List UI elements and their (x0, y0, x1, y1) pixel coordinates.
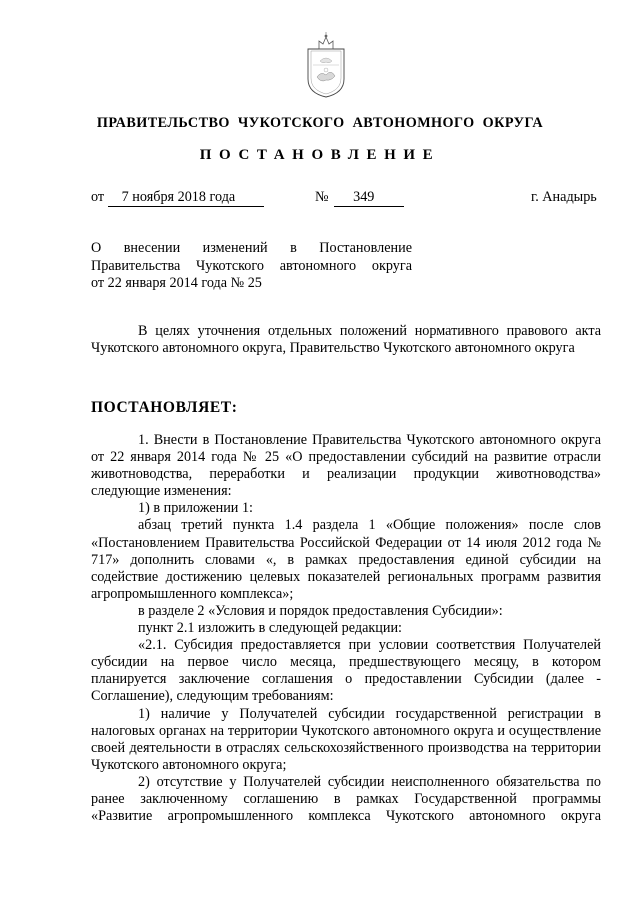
document-subject (91, 240, 412, 293)
body-paragraph: 2) отсутствие у Получателей субсидии неисполненного обязательства по ранее заключенному соглашению в рамках Государственной программы (91, 773, 601, 807)
body-paragraph: пункт 2.1 изложить в следующей редакции: (138, 620, 402, 637)
date-prefix: от (91, 189, 105, 205)
body-paragraph: абзац третий пункта 1.4 раздела 1 «Общие положения» после слов «Постановлением Правительства Российской Федерации от 14 июля 2012 года № 717» дополнить словами «, в рамках предоставления единой субсидии на содействие достижению целевых показателей региональных программ развития агропромышленного комплекса»; (91, 517, 601, 602)
body-paragraph: 1. Внести в Постановление Правительства Чукотского автономного округа от 22 января 2014 года № 25 «О предоставлении субсидий на развитие отрасли животноводства, переработки и реализации продукции животноводства» следующие изменения: (91, 432, 601, 500)
government-name: ПРАВИТЕЛЬСТВО ЧУКОТСКОГО АВТОНОМНОГО ОКРУГА (96, 115, 544, 131)
body-paragraph: «2.1. Субсидия предоставляется при условии соответствия Получателей субсидии на первое число месяца, предшествующего месяцу, в котором планируется заключение соглашения о предоставлении Субсидии (далее - Соглашение), следующим требованиям: (91, 637, 601, 705)
city: г. Анадырь (531, 189, 597, 205)
body-paragraph: 1) в приложении 1: (138, 500, 253, 517)
subject-line: от 22 января 2014 года № 25 (91, 275, 262, 292)
subject-line: Правительства Чукотского автономного округа (91, 257, 412, 274)
coat-of-arms-emblem (305, 31, 347, 99)
document-type-title: ПОСТАНОВЛЕНИЕ (199, 147, 441, 163)
date-value: 7 ноября 2018 года (108, 189, 264, 207)
document-body (91, 432, 601, 825)
body-paragraph: «Развитие агропромышленного комплекса Чукотского автономного округа (91, 808, 601, 825)
body-paragraph: 1) наличие у Получателей субсидии государственной регистрации в налоговых органах на территории Чукотского автономного округа и осуществление своей деятельности в отраслях сельскохозяйственного производства на территории Чукотского автономного округа; (91, 705, 601, 773)
decree-heading: ПОСТАНОВЛЯЕТ: (91, 399, 238, 416)
preamble-paragraph: В целях уточнения отдельных положений нормативного правового акта Чукотского автономного округа, Правительство Чукотского автономного округа (91, 323, 601, 357)
date-field (91, 189, 264, 207)
number-value: 349 (334, 189, 404, 207)
number-sign: № (315, 189, 329, 205)
body-paragraph: в разделе 2 «Условия и порядок предоставления Субсидии»: (138, 602, 503, 619)
subject-line: О внесении изменений в Постановление (91, 240, 412, 256)
number-field (315, 189, 404, 207)
